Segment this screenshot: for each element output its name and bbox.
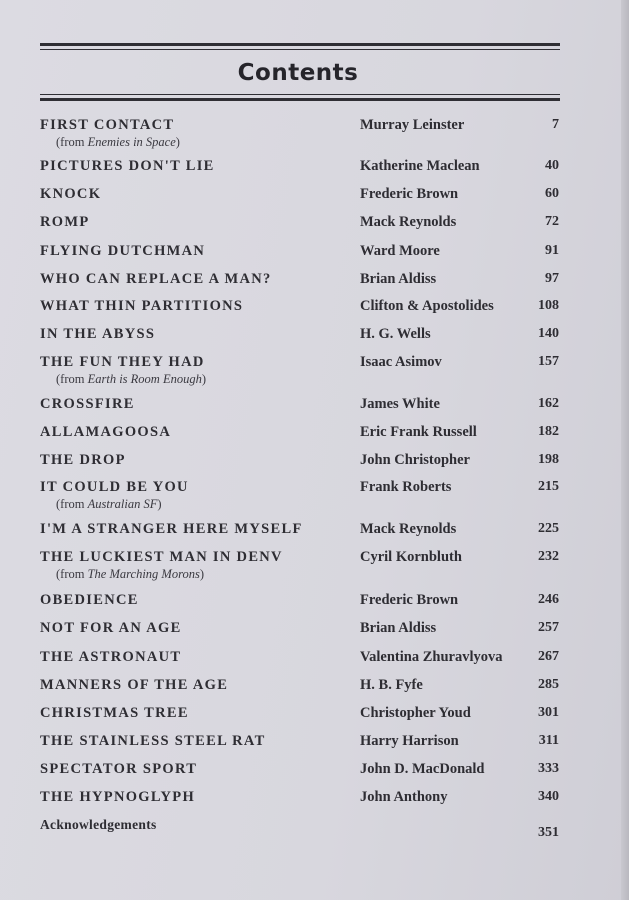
story-title: ALLAMAGOOSA [40,424,172,440]
title-rule-thin [40,94,560,95]
story-page: 182 [538,424,559,439]
story-author: Eric Frank Russell [360,424,477,440]
story-author: Mack Reynolds [360,521,457,537]
story-title: KNOCK [40,186,102,202]
story-title: FIRST CONTACT [40,117,175,133]
story-title: NOT FOR AN AGE [40,620,182,636]
story-author: Frederic Brown [360,592,459,608]
story-page: 198 [538,452,559,467]
story-title: THE FUN THEY HAD [40,354,205,370]
top-rule-thin [40,49,560,50]
story-page: 311 [538,733,559,748]
story-author: Cyril Kornbluth [360,549,462,565]
story-title: IT COULD BE YOU [40,479,189,495]
story-title: OBEDIENCE [40,592,139,608]
story-author: John Christopher [360,452,470,468]
page-edge [621,0,629,900]
story-source: (from The Marching Morons) [56,567,205,581]
acknowledgements-label: Acknowledgements [40,817,157,832]
story-author: Frank Roberts [360,479,452,495]
story-page: 232 [538,549,559,564]
top-rule-thick [40,43,560,46]
story-page: 285 [538,677,559,692]
story-page: 60 [545,186,559,201]
story-page: 91 [545,243,559,258]
story-page: 333 [538,761,559,776]
story-author: H. G. Wells [360,326,431,342]
story-page: 257 [538,620,559,635]
story-author: Brian Aldiss [360,271,437,287]
story-page: 97 [545,271,559,286]
story-page: 301 [538,705,559,720]
story-author: Mack Reynolds [360,214,457,230]
story-source: (from Enemies in Space) [56,135,180,149]
story-page: 40 [545,158,559,173]
story-author: Frederic Brown [360,186,459,202]
story-title: IN THE ABYSS [40,326,156,342]
title-rule-thick [40,98,560,101]
story-page: 140 [538,326,559,341]
story-page: 108 [538,298,559,313]
story-title: FLYING DUTCHMAN [40,243,206,259]
story-title: CHRISTMAS TREE [40,705,189,721]
story-title: SPECTATOR SPORT [40,761,198,777]
story-author: Katherine Maclean [360,158,480,174]
story-title: THE DROP [40,452,126,468]
story-page: 215 [538,479,559,494]
story-title: I'M A STRANGER HERE MYSELF [40,521,303,537]
acknowledgements-page: 351 [538,825,559,840]
story-author: Ward Moore [360,243,440,259]
story-page: 225 [538,521,559,536]
story-page: 246 [538,592,559,607]
story-author: Valentina Zhuravlyova [360,649,503,665]
page-title: Contents [237,60,359,86]
story-author: Brian Aldiss [360,620,437,636]
story-author: John D. MacDonald [360,761,485,777]
story-author: Isaac Asimov [360,354,442,370]
story-source: (from Earth is Room Enough) [56,372,206,386]
story-title: ROMP [40,214,90,230]
story-title: THE LUCKIEST MAN IN DENV [40,549,283,565]
story-source: (from Australian SF) [56,497,162,511]
story-author: Clifton & Apostolides [360,298,494,314]
story-title: THE ASTRONAUT [40,649,182,665]
story-title: WHAT THIN PARTITIONS [40,298,244,314]
story-page: 267 [538,649,559,664]
story-title: WHO CAN REPLACE A MAN? [40,271,272,287]
story-author: Christopher Youd [360,705,471,721]
story-author: Murray Leinster [360,117,465,133]
story-title: PICTURES DON'T LIE [40,158,215,174]
story-title: THE HYPNOGLYPH [40,789,196,805]
story-title: CROSSFIRE [40,396,135,412]
story-author: H. B. Fyfe [360,677,423,693]
story-page: 162 [538,396,559,411]
story-title: THE STAINLESS STEEL RAT [40,733,266,749]
story-page: 7 [552,117,559,132]
story-page: 72 [545,214,559,229]
story-author: John Anthony [360,789,448,805]
story-author: James White [360,396,440,412]
story-page: 340 [538,789,559,804]
story-title: MANNERS OF THE AGE [40,677,229,693]
story-author: Harry Harrison [360,733,459,749]
story-page: 157 [538,354,559,369]
